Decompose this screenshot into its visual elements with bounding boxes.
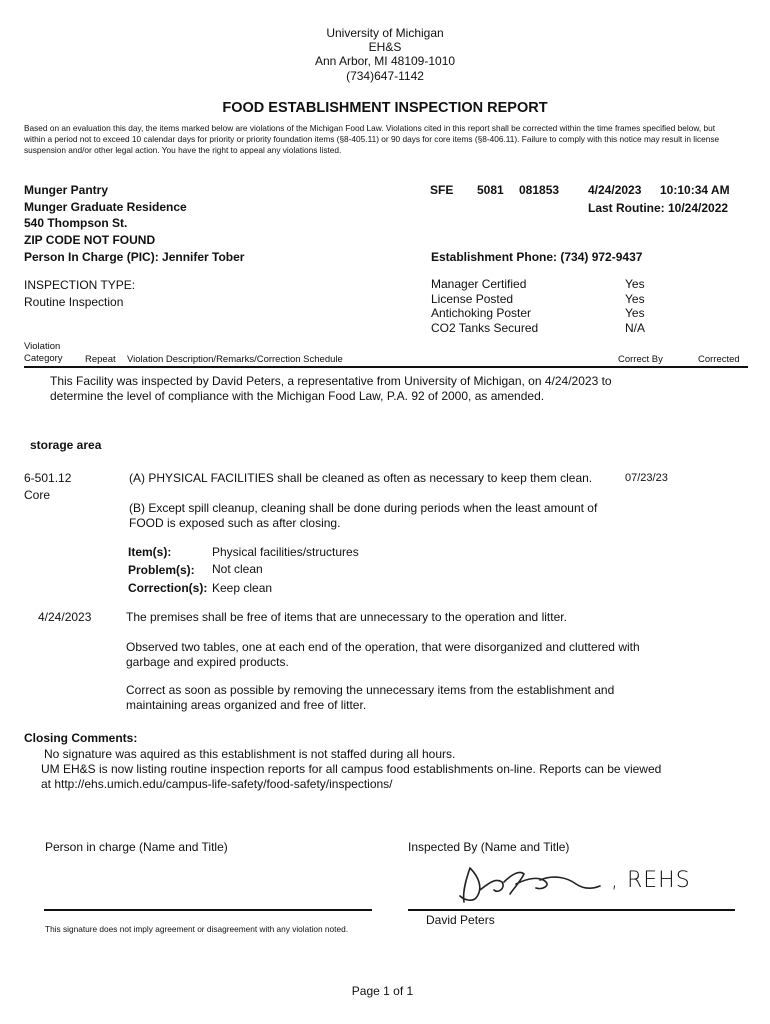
violation-correct-by: 07/23/23 — [625, 472, 668, 484]
intro-text: Based on an evaluation this day, the items marked below are violations of the Michigan Food Law. Violations cited in this report shall be corrected within the time frames specified below, but within a period not to exceed 10 calendar days for priority or priority foundation items (§8-405.11) or 90 days for core items (§8-406.11). Failure to comply with this notice may result in license suspension and/or other legal action. You have the right to appeal any violations listed. — [24, 123, 720, 155]
inspector-signature-title: , REHS — [611, 868, 691, 893]
remark-3: Correct as soon as possible by removing the unnecessary items from the establishment and maintaining areas organized and free of litter. — [126, 683, 615, 712]
person-in-charge: Person In Charge (PIC): Jennifer Tober — [24, 250, 245, 264]
violation-category: Core — [24, 488, 51, 502]
establishment-phone: Establishment Phone: (734) 972-9437 — [431, 250, 643, 264]
header-rule — [24, 366, 748, 368]
check-value: Yes — [625, 306, 645, 320]
establishment-zip: ZIP CODE NOT FOUND — [24, 233, 156, 247]
problems-value: Not clean — [212, 562, 263, 576]
pic-signature-label: Person in charge (Name and Title) — [45, 840, 228, 854]
department: EH&S — [368, 40, 402, 54]
correction-value: Keep clean — [212, 581, 273, 595]
check-value: N/A — [625, 321, 646, 335]
org-address: Ann Arbor, MI 48109-1010 — [314, 54, 456, 68]
establishment-number: 5081 — [477, 183, 504, 197]
org-name: University of Michigan — [326, 26, 444, 40]
remark-2: Observed two tables, one at each end of the operation, that were disorganized and cluttered with garbage and expired products. — [126, 640, 640, 669]
col-description: Violation Description/Remarks/Correction Schedule — [127, 354, 343, 365]
col-corrected: Corrected — [698, 354, 740, 365]
items-value: Physical facilities/structures — [212, 545, 359, 559]
col-category: Category — [24, 353, 63, 364]
check-value: Yes — [625, 292, 645, 306]
type-code: SFE — [430, 183, 454, 197]
report-title: FOOD ESTABLISHMENT INSPECTION REPORT — [222, 100, 548, 116]
establishment-residence: Munger Graduate Residence — [24, 200, 187, 214]
violation-text-a: (A) PHYSICAL FACILITIES shall be cleaned as often as necessary to keep them clean. — [129, 471, 593, 485]
org-phone: (734)647-1142 — [346, 69, 424, 83]
inspector-name: David Peters — [426, 913, 495, 927]
last-routine: Last Routine: 10/24/2022 — [588, 201, 729, 215]
check-label: CO2 Tanks Secured — [431, 321, 539, 335]
remark-date: 4/24/2023 — [38, 610, 92, 624]
license-number: 081853 — [519, 183, 560, 197]
problems-label: Problem(s): — [128, 563, 195, 577]
closing-line-2: UM EH&S is now listing routine inspection reports for all campus food establishments on-line. Reports can be viewed at http://ehs.umich.edu/campus-life-safety/food-safety/inspections/ — [41, 762, 662, 791]
signature-disclaimer: This signature does not imply agreement or disagreement with any violation noted. — [45, 924, 349, 934]
area-heading: storage area — [30, 438, 102, 452]
closing-line-1: No signature was aquired as this establishment is not staffed during all hours. — [44, 747, 456, 761]
check-label: Antichoking Poster — [431, 306, 532, 320]
violation-text-b: (B) Except spill cleanup, cleaning shall be done during periods when the least amount of FOOD is exposed such as after closing. — [129, 501, 598, 530]
pic-signature-line — [44, 909, 372, 911]
inspection-date: 4/24/2023 — [588, 183, 642, 197]
col-repeat: Repeat — [85, 354, 116, 365]
correction-label: Correction(s): — [128, 581, 208, 595]
items-label: Item(s): — [128, 545, 172, 559]
inspection-time: 10:10:34 AM — [660, 183, 730, 197]
col-violation: Violation — [24, 341, 61, 352]
page-number: Page 1 of 1 — [351, 984, 414, 998]
col-correct-by: Correct By — [618, 354, 663, 365]
check-value: Yes — [625, 277, 645, 291]
establishment-street: 540 Thompson St. — [24, 216, 128, 230]
inspector-signature-label: Inspected By (Name and Title) — [408, 840, 570, 854]
facility-statement: This Facility was inspected by David Peters, a representative from University of Michigan, on 4/24/2023 to determine the level of compliance with the Michigan Food Law, P.A. 92 of 2000, as amended. — [50, 374, 612, 403]
inspection-type-value: Routine Inspection — [24, 295, 124, 309]
inspection-type-label: INSPECTION TYPE: — [24, 278, 136, 292]
check-label: Manager Certified — [431, 277, 527, 291]
establishment-name: Munger Pantry — [24, 183, 109, 197]
closing-label: Closing Comments: — [24, 731, 138, 745]
check-label: License Posted — [431, 292, 514, 306]
violation-code: 6-501.12 — [24, 471, 72, 485]
inspector-signature-line — [408, 909, 735, 911]
remark-1: The premises shall be free of items that are unnecessary to the operation and litter. — [126, 610, 567, 624]
